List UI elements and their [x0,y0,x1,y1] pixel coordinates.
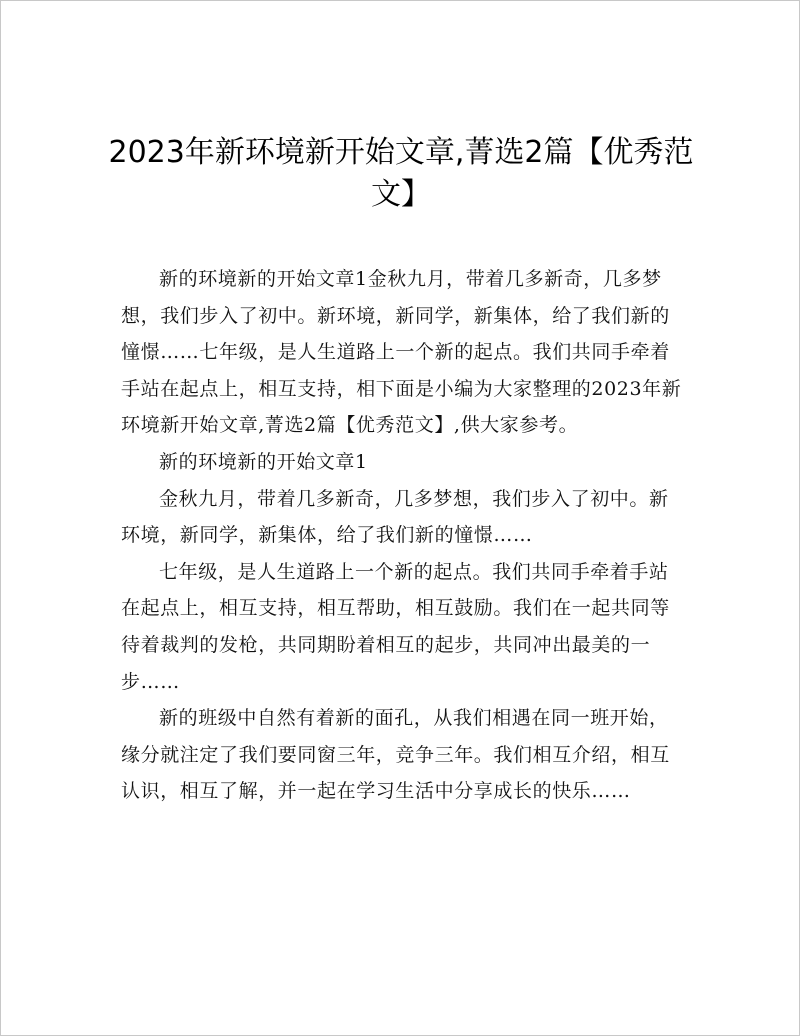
document-title: 2023年新环境新开始文章,菁选2篇【优秀范文】 [108,135,694,212]
section-heading: 新的环境新的开始文章1 [159,450,368,473]
body-paragraph: 新的班级中自然有着新的面孔，从我们相遇在同一班开始，缘分就注定了我们要同窗三年，竞争三年。我们相互介绍，相互认识，相互了解，并一起在学习生活中分享成长的快乐…… [121,707,670,803]
document-body [121,261,686,810]
body-paragraph: 七年级，是人生道路上一个新的起点。我们共同手牵着手站在起点上，相互支持，相互帮助，相互鼓励。我们在一起共同等待着裁判的发枪，共同期盼着相互的起步，共同冲出最美的一步…… [121,560,670,693]
intro-paragraph: 新的环境新的开始文章1金秋九月，带着几多新奇，几多梦想，我们步入了初中。新环境，新同学，新集体，给了我们新的憧憬……七年级，是人生道路上一个新的起点。我们共同手牵着手站在起点上，相互支持，相下面是小编为大家整理的2023年新环境新开始文章,菁选2篇【优秀范文】,供大家参考。 [121,268,682,437]
body-paragraph: 金秋九月，带着几多新奇，几多梦想，我们步入了初中。新环境，新同学，新集体，给了我们新的憧憬…… [121,487,669,547]
